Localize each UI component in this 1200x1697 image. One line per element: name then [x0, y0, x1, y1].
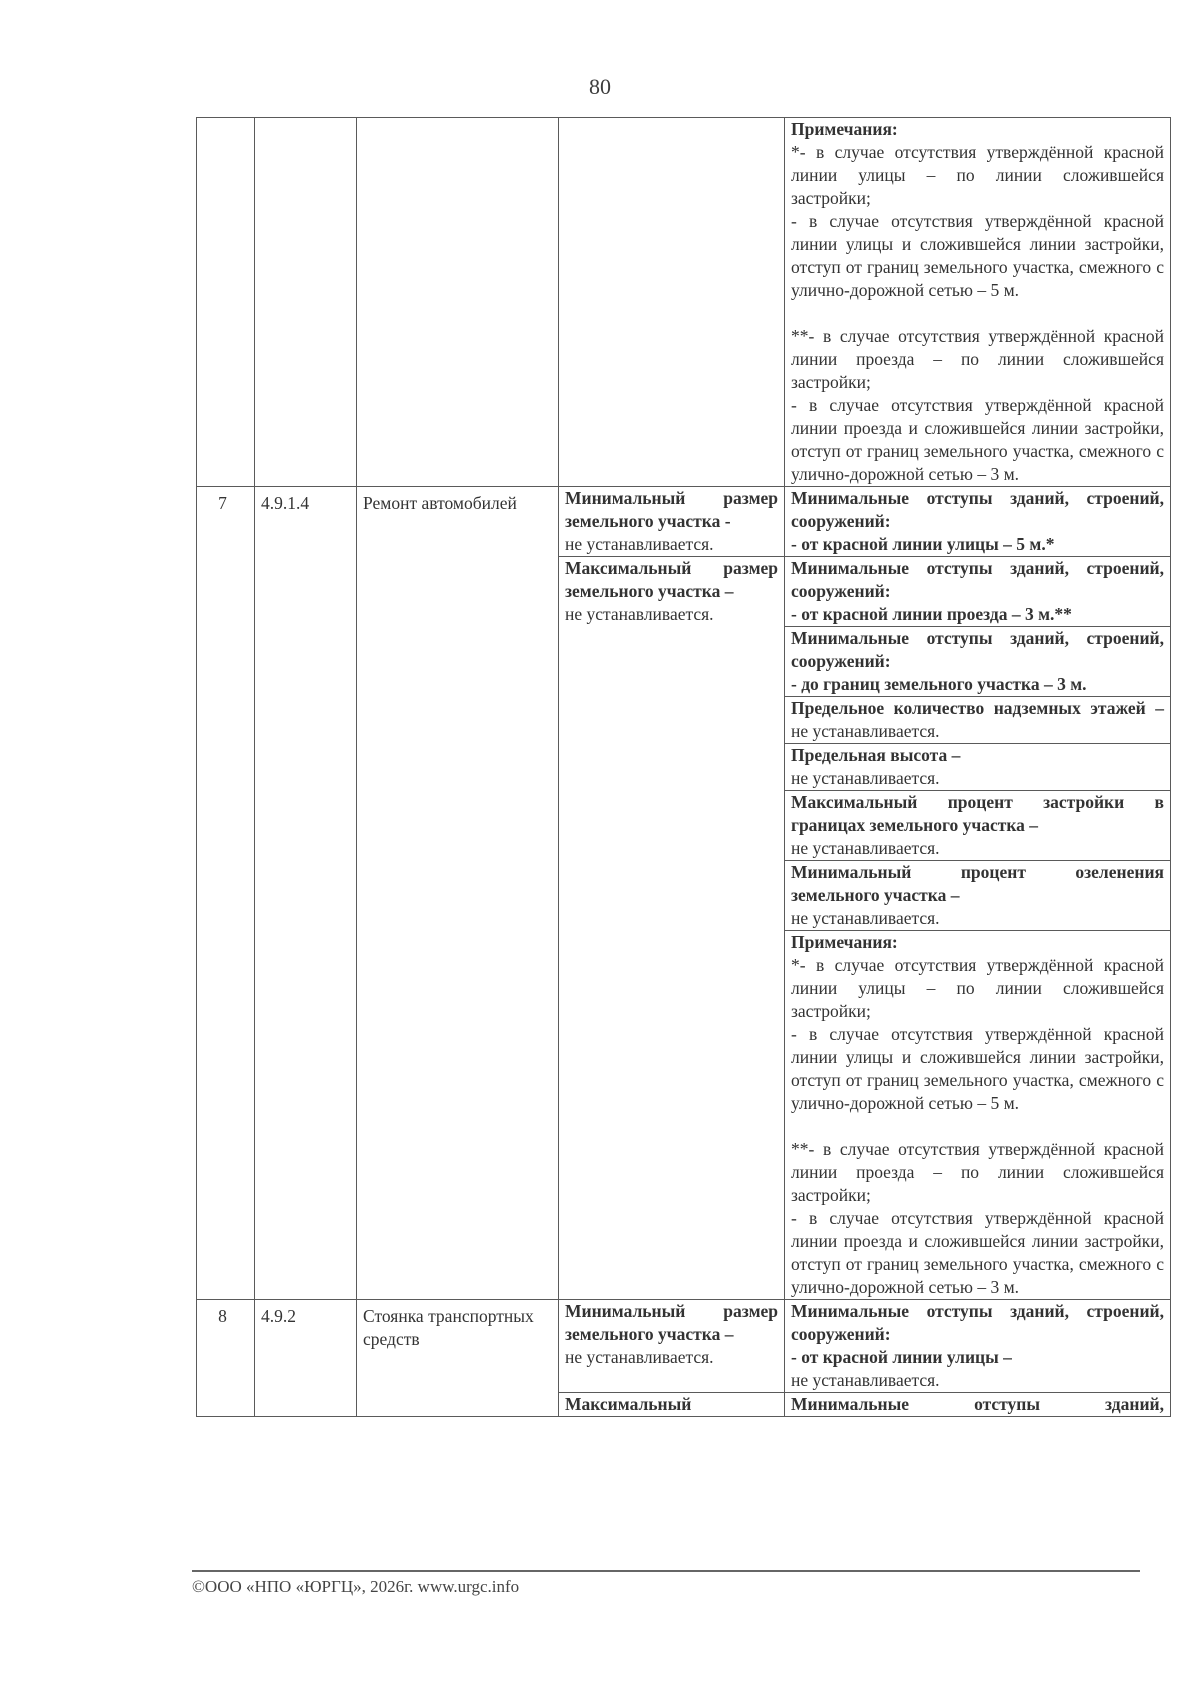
note-street: *- в случае отсутствия утверждённой красной линии улицы – по линии сложившейся застройки;: [791, 142, 1164, 208]
min-size-cell: [559, 487, 785, 557]
note-drive: **- в случае отсутствия утверждённой красной линии проезда – по линии сложившейся застройки;: [791, 1139, 1164, 1205]
min-size-value: не устанавливается.: [565, 1347, 714, 1367]
floors-value: не устанавливается.: [791, 721, 940, 741]
indent-label: Минимальные отступы зданий, строений, сооружений:: [791, 488, 1164, 531]
note-street-2: - в случае отсутствия утверждённой красной линии улицы и сложившейся линии застройки, отступ от границ земельного участка, смежного с улично-дорожной сетью – 5 м.: [791, 211, 1164, 300]
footer-divider: [192, 1570, 1140, 1572]
table-row-7: [197, 487, 1171, 557]
notes-cell: [785, 118, 1171, 487]
note-street: *- в случае отсутствия утверждённой красной линии улицы – по линии сложившейся застройки;: [791, 955, 1164, 1021]
min-size-cell: [559, 1300, 785, 1393]
max-size-cell: [559, 557, 785, 1300]
coverage-value: не устанавливается.: [791, 838, 940, 858]
activity-name: Стоянка транспортных средств: [357, 1300, 559, 1417]
indent-cell: [785, 1393, 1171, 1417]
footer-copyright: ©ООО «НПО «ЮРГЦ», 2026г. www.urgc.info: [192, 1577, 520, 1596]
note-drive: **- в случае отсутствия утверждённой красной линии проезда – по линии сложившейся застройки;: [791, 326, 1164, 392]
green-value: не устанавливается.: [791, 908, 940, 928]
indent-street-cell: [785, 487, 1171, 557]
row-number: 8: [197, 1300, 255, 1417]
note-street-2: - в случае отсутствия утверждённой красной линии улицы и сложившейся линии застройки, отступ от границ земельного участка, смежного с улично-дорожной сетью – 5 м.: [791, 1024, 1164, 1113]
indent-label-2: Минимальные отступы зданий,: [791, 1394, 1164, 1414]
params-cell: [785, 557, 1171, 1300]
max-size-label: Максимальный размер земельного участка –: [565, 558, 778, 601]
notes-heading: Примечания:: [791, 119, 898, 139]
indent-label: Минимальные отступы зданий, строений, сооружений:: [791, 628, 1164, 671]
activity-code: 4.9.1.4: [255, 487, 357, 1300]
note-drive-2: - в случае отсутствия утверждённой красной линии проезда и сложившейся линии застройки, отступ от границ земельного участка, смежного с улично-дорожной сетью – 3 м.: [791, 1208, 1164, 1297]
max-size-label: Максимальный: [565, 1394, 692, 1414]
floors-label: Предельное количество надземных этажей –: [791, 698, 1164, 718]
max-size-value: не устанавливается.: [565, 604, 714, 624]
indent-border: - до границ земельного участка – 3 м.: [791, 674, 1087, 694]
min-size-label: Минимальный размер земельного участка –: [565, 1301, 778, 1344]
green-label: Минимальный процент озеленения земельного участка –: [791, 862, 1164, 905]
height-label: Предельная высота –: [791, 745, 961, 765]
page-number: 80: [589, 74, 611, 99]
indent-label: Минимальные отступы зданий, строений, сооружений:: [791, 558, 1164, 601]
indent-street: - от красной линии улицы – 5 м.*: [791, 534, 1055, 554]
table-row-8: [197, 1300, 1171, 1393]
min-size-value: не устанавливается.: [565, 534, 714, 554]
indent-street: - от красной линии улицы –: [791, 1347, 1012, 1367]
note-drive-2: - в случае отсутствия утверждённой красной линии проезда и сложившейся линии застройки, отступ от границ земельного участка, смежного с улично-дорожной сетью – 3 м.: [791, 395, 1164, 484]
row-number: 7: [197, 487, 255, 1300]
activity-code: 4.9.2: [255, 1300, 357, 1417]
min-size-label: Минимальный размер земельного участка -: [565, 488, 778, 531]
height-value: не устанавливается.: [791, 768, 940, 788]
zoning-regulations-table: [196, 117, 1171, 1417]
notes-heading: Примечания:: [791, 932, 898, 952]
max-size-cell: [559, 1393, 785, 1417]
indent-drive: - от красной линии проезда – 3 м.**: [791, 604, 1072, 624]
table-row-continuation: [197, 118, 1171, 487]
floors-text: [791, 697, 1164, 743]
coverage-label: Максимальный процент застройки в границах земельного участка –: [791, 792, 1164, 835]
indent-street-cell: [785, 1300, 1171, 1393]
activity-name: Ремонт автомобилей: [357, 487, 559, 1300]
indent-street-value: не устанавливается.: [791, 1370, 940, 1390]
indent-label: Минимальные отступы зданий, строений, сооружений:: [791, 1301, 1164, 1344]
